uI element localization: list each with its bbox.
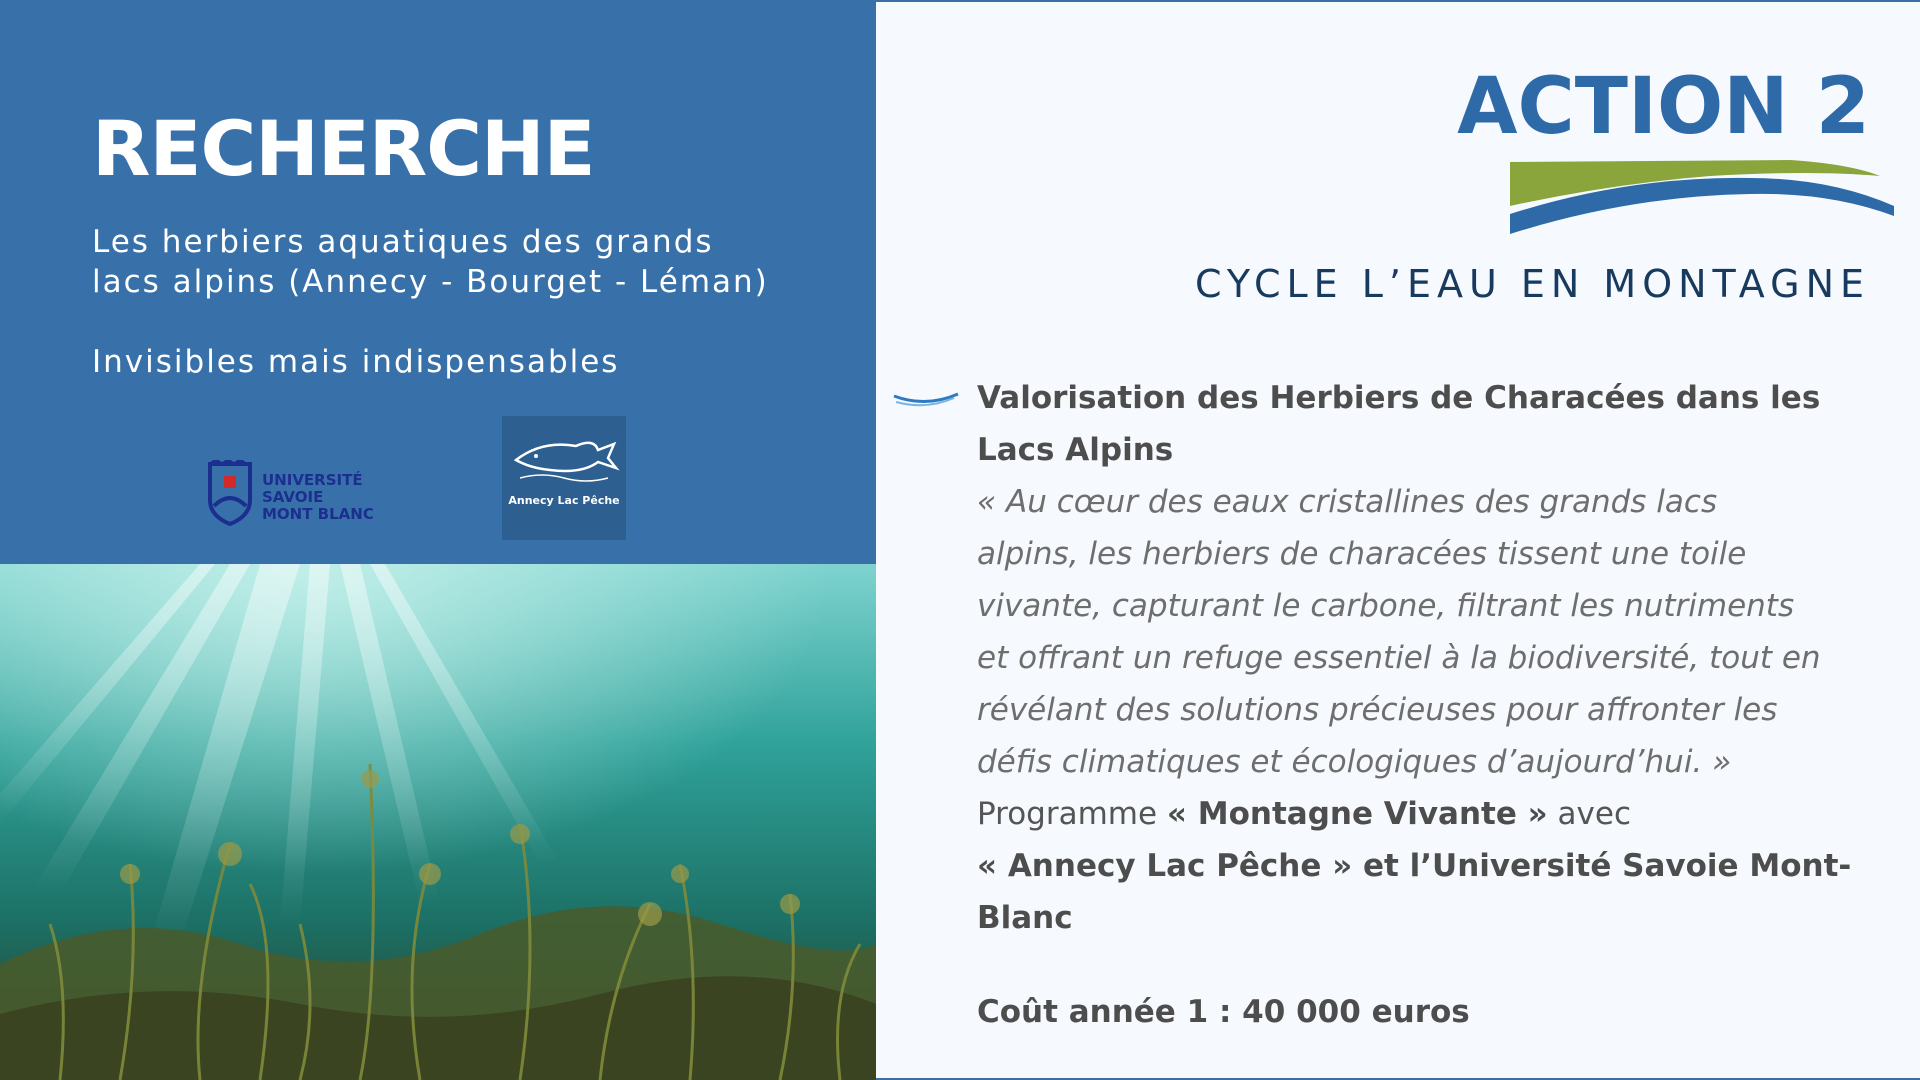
quote-line-2: alpins, les herbiers de characées tissent une toile	[977, 536, 1747, 572]
partners-line-1: « Annecy Lac Pêche » et l’Université Savoie Mont-	[977, 848, 1852, 884]
action-wave-icon	[1510, 156, 1894, 236]
action-description	[977, 372, 1877, 944]
programme-prefix: Programme	[977, 796, 1167, 832]
wave-bullet-icon	[892, 388, 960, 412]
heading-line-1: Valorisation des Herbiers de Characées dans les	[977, 380, 1821, 416]
subtitle-line-1: Les herbiers aquatiques des grands	[92, 224, 714, 260]
heading-line-2: Lacs Alpins	[977, 432, 1174, 468]
tagline: Invisibles mais indispensables	[92, 344, 620, 380]
quote-line-3: vivante, capturant le carbone, filtrant les nutriments	[977, 588, 1795, 624]
subtitle	[92, 222, 872, 302]
usmb-shield-icon	[206, 460, 254, 526]
action-title: ACTION 2	[1457, 62, 1870, 152]
annecy-lac-peche-logo	[502, 416, 626, 540]
usmb-logo	[206, 460, 396, 530]
quote-line-6: défis climatiques et écologiques d’aujourd’hui. »	[977, 744, 1732, 780]
fish-icon	[502, 416, 626, 496]
left-header-panel	[0, 0, 876, 564]
cycle-subtitle: CYCLE L’EAU EN MONTAGNE	[1194, 262, 1870, 306]
partners-line-2: Blanc	[977, 900, 1073, 936]
quote-line-5: révélant des solutions précieuses pour affronter les	[977, 692, 1778, 728]
underwater-photo	[0, 564, 876, 1080]
page-title: RECHERCHE	[92, 104, 595, 193]
quote-line-1: « Au cœur des eaux cristallines des grands lacs	[977, 484, 1718, 520]
programme-suffix: avec	[1547, 796, 1632, 832]
cost-line: Coût année 1 : 40 000 euros	[977, 994, 1470, 1030]
alp-logo-label: Annecy Lac Pêche	[508, 494, 620, 507]
programme-name: « Montagne Vivante »	[1166, 796, 1548, 832]
usmb-logo-text: UNIVERSITÉ SAVOIE MONT BLANC	[262, 471, 374, 523]
quote-line-4: et offrant un refuge essentiel à la biodiversité, tout en	[977, 640, 1821, 676]
programme-line	[977, 788, 1877, 840]
subtitle-line-2: lacs alpins (Annecy - Bourget - Léman)	[92, 264, 769, 300]
